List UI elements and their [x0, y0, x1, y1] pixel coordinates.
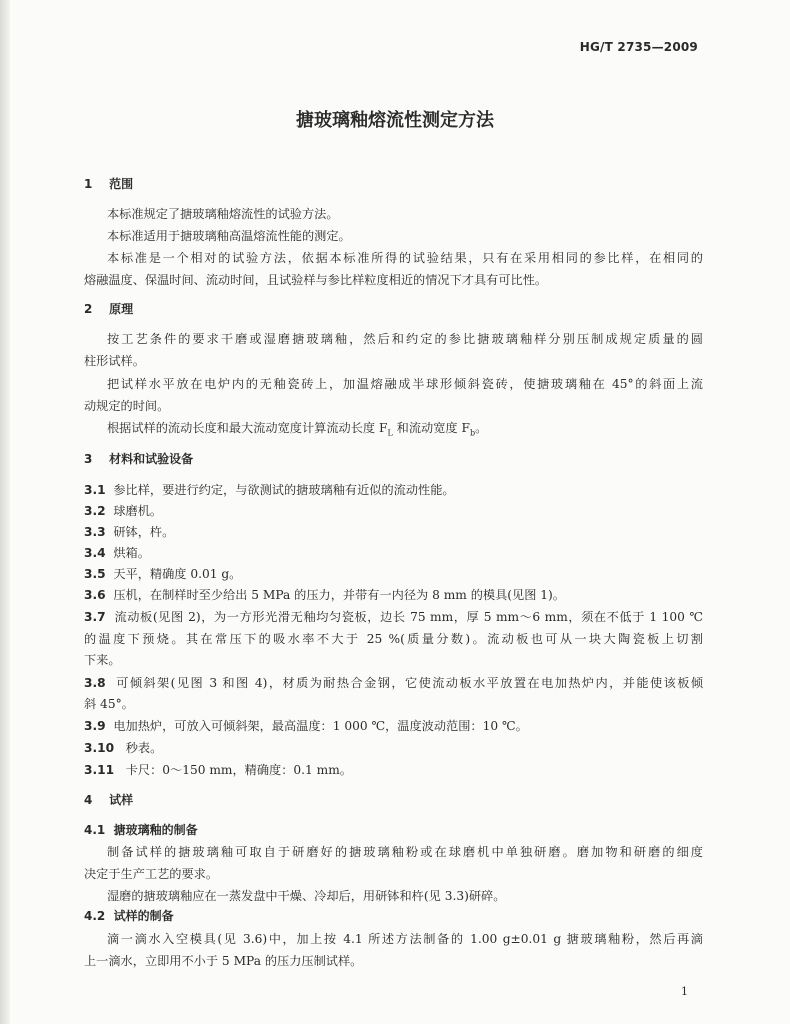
subsection-4-1-para-2: 湿磨的搪玻璃釉应在一蒸发盘中干燥、冷却后，用研钵和杵(见 3.3)研碎。 — [107, 889, 506, 903]
section-2-para-1-line-1: 按工艺条件的要求干磨或湿磨搪玻璃釉，然后和约定的参比搪玻璃釉样分别压制成规定质量的圆 — [107, 332, 703, 346]
subscript-L: L — [387, 428, 393, 438]
section-1-title: 范围 — [109, 177, 134, 191]
item-3-1: 3.1 参比样，要进行约定，与欲测试的搪玻璃釉有近似的流动性能。 — [84, 483, 455, 497]
document-title: 搪玻璃釉熔流性测定方法 — [296, 110, 494, 131]
section-4-heading — [84, 792, 133, 808]
section-3-heading — [84, 451, 193, 467]
section-2-number: 2 — [84, 302, 93, 316]
section-4-title: 试样 — [109, 793, 134, 807]
standard-number: HG/T 2735—2009 — [579, 40, 698, 54]
section-2-heading — [84, 301, 133, 317]
section-4-number: 4 — [84, 793, 93, 807]
item-3-11: 3.11 卡尺：0～150 mm，精确度：0.1 mm。 — [84, 763, 352, 777]
item-3-4: 3.4 烘箱。 — [84, 546, 150, 560]
item-3-5: 3.5 天平，精确度 0.01 g。 — [84, 567, 242, 581]
item-3-9: 3.9 电加热炉，可放入可倾斜架，最高温度：1 000 ℃，温度波动范围：10 ℃。 — [84, 719, 528, 733]
item-3-6: 3.6 压机，在制样时至少给出 5 MPa 的压力，并带有一内径为 8 mm 的模具(见图 1)。 — [84, 588, 565, 602]
item-3-7-line-2: 的温度下预烧。其在常压下的吸水率不大于 25 %(质量分数)。流动板也可从一块大陶瓷板上切割 — [84, 632, 703, 646]
section-1-para-3-line-1: 本标准是一个相对的试验方法，依据本标准所得的试验结果，只有在采用相同的参比样，在相同的 — [107, 251, 703, 265]
item-3-7-line-3: 下来。 — [84, 653, 121, 667]
section-2-para-2-line-2: 动规定的时间。 — [84, 399, 170, 413]
section-1-number: 1 — [84, 177, 93, 191]
section-1-para-1: 本标准规定了搪玻璃釉熔流性的试验方法。 — [107, 207, 339, 221]
subsection-4-1-heading: 4.1 搪玻璃釉的制备 — [84, 823, 198, 837]
subsection-4-1-para-1-line-1: 制备试样的搪玻璃釉可取自于研磨好的搪玻璃釉粉或在球磨机中单独研磨。磨加物和研磨的细度 — [107, 845, 703, 859]
section-2-para-1-line-2: 柱形试样。 — [84, 354, 145, 368]
section-1-heading — [84, 176, 133, 192]
section-1-para-2: 本标准适用于搪玻璃釉高温熔流性能的测定。 — [107, 229, 351, 243]
section-2-para-3: 根据试样的流动长度和最大流动宽度计算流动长度 $F_L$ 和流动宽度 $F_b$。 — [107, 421, 488, 438]
item-3-3: 3.3 研钵，杵。 — [84, 525, 175, 539]
section-2-title: 原理 — [109, 302, 134, 316]
item-3-8-line-1: 3.8 可倾斜架(见图 3 和图 4)，材质为耐热合金钢，它使流动板水平放置在电加热炉内，并能使该板倾 — [84, 676, 704, 690]
section-1-para-3-line-2: 熔融温度、保温时间、流动时间，且试验样与参比样粒度相近的情况下才具有可比性。 — [84, 273, 548, 287]
item-3-10: 3.10 秒表。 — [84, 741, 163, 755]
page-number: 1 — [681, 985, 688, 998]
item-3-2: 3.2 球磨机。 — [84, 504, 163, 518]
item-3-8-line-2: 斜 45°。 — [84, 697, 134, 711]
subsection-4-2-para-1-line-1: 滴一滴水入空模具(见 3.6)中，加上按 4.1 所述方法制备的 1.00 g±0.01 g 搪玻璃釉粉，然后再滴 — [107, 932, 703, 946]
subsection-4-2-para-1-line-2: 上一滴水，立即用不小于 5 MPa 的压力压制试样。 — [84, 954, 363, 968]
section-3-title: 材料和试验设备 — [109, 452, 194, 466]
item-3-7-line-1: 3.7 流动板(见图 2)，为一方形光滑无釉均匀瓷板，边长 75 mm，厚 5 mm～6 mm，须在不低于 1 100 ℃ — [84, 610, 703, 624]
scan-edge-shadow — [0, 0, 10, 1024]
subsection-4-2-heading: 4.2 试样的制备 — [84, 909, 174, 923]
section-2-para-2-line-1: 把试样水平放在电炉内的无釉瓷砖上，加温熔融成半球形倾斜瓷砖，使搪玻璃釉在 45°的斜面上流 — [107, 377, 703, 391]
section-3-number: 3 — [84, 452, 93, 466]
subscript-b: b — [469, 428, 476, 438]
subsection-4-1-para-1-line-2: 决定于生产工艺的要求。 — [84, 867, 219, 881]
